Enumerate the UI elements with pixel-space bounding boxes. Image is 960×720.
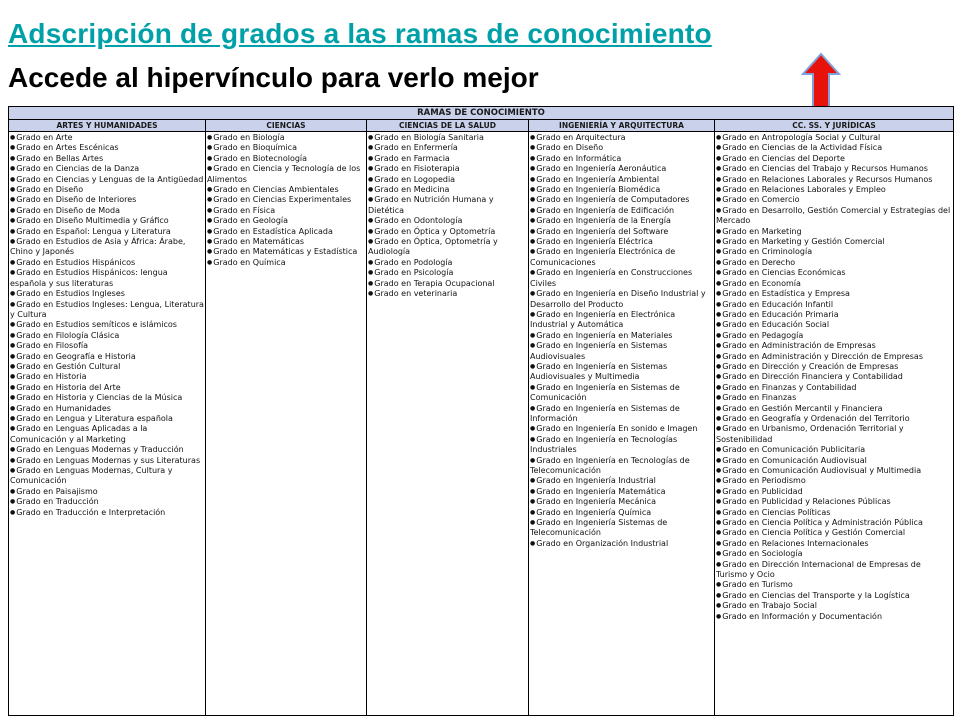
list-item: ● Grado en Lenguas Modernas y sus Literaturas (10, 456, 204, 466)
list-item: ● Grado en Ciencias de la Danza (10, 164, 204, 174)
list-item: ● Grado en Ciencias de la Actividad Física (716, 143, 952, 153)
list-item: ● Grado en Biología (207, 133, 365, 143)
list-item: ● Grado en Terapia Ocupacional (368, 279, 527, 289)
list-item: ● Grado en Geografía e Historia (10, 352, 204, 362)
list-item: ● Grado en Diseño (530, 143, 713, 153)
list-item: ● Grado en Ingeniería en Materiales (530, 331, 713, 341)
list-item: ● Grado en Ingeniería en Sistemas de Información (530, 404, 713, 425)
column-cc-ss-juridicas (715, 120, 953, 715)
list-item: ● Grado en Lenguas Aplicadas a la Comunicación y al Marketing (10, 424, 204, 445)
up-arrow-icon (801, 52, 841, 114)
list-item: ● Grado en Fisioterapia (368, 164, 527, 174)
list-item: ● Grado en Lengua y Literatura española (10, 414, 204, 424)
list-item: ● Grado en Nutrición Humana y Dietética (368, 195, 527, 216)
list-item: ● Grado en Traducción e Interpretación (10, 508, 204, 518)
list-item: ● Grado en Ciencias del Deporte (716, 154, 952, 164)
list-item: ● Grado en Ingeniería en Sistemas de Comunicación (530, 383, 713, 404)
list-item: ● Grado en Marketing y Gestión Comercial (716, 237, 952, 247)
list-item: ● Grado en Informática (530, 154, 713, 164)
list-item: ● Grado en Traducción (10, 497, 204, 507)
column-header: CIENCIAS DE LA SALUD (367, 120, 528, 132)
list-item: ● Grado en Publicidad y Relaciones Públicas (716, 497, 952, 507)
list-item: ● Grado en Ingeniería en Diseño Industrial y Desarrollo del Producto (530, 289, 713, 310)
list-item: ● Grado en Trabajo Social (716, 601, 952, 611)
list-item: ● Grado en Educación Infantil (716, 300, 952, 310)
list-item: ● Grado en Ingeniería en Electrónica Industrial y Automática (530, 310, 713, 331)
list-item: ● Grado en Física (207, 206, 365, 216)
list-item: ● Grado en Derecho (716, 258, 952, 268)
list-item: ● Grado en Ingeniería en Tecnologías Industriales (530, 435, 713, 456)
list-item: ● Grado en Ingeniería Mecánica (530, 497, 713, 507)
list-item: ● Grado en Diseño de Moda (10, 206, 204, 216)
list-item: ● Grado en Sociología (716, 549, 952, 559)
list-item: ● Grado en Ingeniería en Sistemas Audiovisuales y Multimedia (530, 362, 713, 383)
list-item: ● Grado en Ciencia Política y Administración Pública (716, 518, 952, 528)
list-item: ● Grado en Dirección y Creación de Empresas (716, 362, 952, 372)
list-item: ● Grado en Bioquímica (207, 143, 365, 153)
list-item: ● Grado en Diseño Multimedia y Gráfico (10, 216, 204, 226)
list-item: ● Grado en Logopedia (368, 175, 527, 185)
list-item: ● Grado en Gestión Mercantil y Financiera (716, 404, 952, 414)
list-item: ● Grado en Economía (716, 279, 952, 289)
list-item: ● Grado en Enfermería (368, 143, 527, 153)
list-item: ● Grado en Relaciones Laborales y Empleo (716, 185, 952, 195)
column-ingenieria-arquitectura (529, 120, 715, 715)
list-item: ● Grado en Odontología (368, 216, 527, 226)
list-item: ● Grado en Educación Primaria (716, 310, 952, 320)
degree-list (206, 132, 366, 268)
degree-list (9, 132, 205, 518)
degree-list (715, 132, 953, 622)
list-item: ● Grado en Relaciones Internacionales (716, 539, 952, 549)
list-item: ● Grado en Pedagogía (716, 331, 952, 341)
list-item: ● Grado en Finanzas (716, 393, 952, 403)
subtitle: Accede al hipervínculo para verlo mejor (8, 62, 539, 93)
list-item: ● Grado en Artes Escénicas (10, 143, 204, 153)
list-item: ● Grado en Humanidades (10, 404, 204, 414)
list-item: ● Grado en Ciencias Económicas (716, 268, 952, 278)
list-item: ● Grado en Historia y Ciencias de la Música (10, 393, 204, 403)
branches-table (8, 106, 954, 716)
list-item: ● Grado en Ciencias del Trabajo y Recursos Humanos (716, 164, 952, 174)
list-item: ● Grado en Farmacia (368, 154, 527, 164)
list-item: ● Grado en Óptica y Optometría (368, 227, 527, 237)
list-item: ● Grado en Ingeniería de Computadores (530, 195, 713, 205)
list-item: ● Grado en Estudios de Asia y África: Árabe, Chino y Japonés (10, 237, 204, 258)
list-item: ● Grado en Matemáticas (207, 237, 365, 247)
title-hyperlink[interactable]: Adscripción de grados a las ramas de conocimiento (8, 18, 712, 49)
list-item: ● Grado en Diseño de Interiores (10, 195, 204, 205)
list-item: ● Grado en Bellas Artes (10, 154, 204, 164)
list-item: ● Grado en Ciencias Ambientales (207, 185, 365, 195)
list-item: ● Grado en Finanzas y Contabilidad (716, 383, 952, 393)
list-item: ● Grado en Urbanismo, Ordenación Territorial y Sostenibilidad (716, 424, 952, 445)
list-item: ● Grado en Relaciones Laborales y Recursos Humanos (716, 175, 952, 185)
list-item: ● Grado en Ingeniería en Construcciones Civiles (530, 268, 713, 289)
column-artes-humanidades (9, 120, 206, 715)
list-item: ● Grado en Diseño (10, 185, 204, 195)
list-item: ● Grado en Historia (10, 372, 204, 382)
list-item: ● Grado en Ingeniería del Software (530, 227, 713, 237)
list-item: ● Grado en Biotecnología (207, 154, 365, 164)
list-item: ● Grado en Antropología Social y Cultural (716, 133, 952, 143)
list-item: ● Grado en Gestión Cultural (10, 362, 204, 372)
list-item: ● Grado en Medicina (368, 185, 527, 195)
list-item: ● Grado en Ingeniería de la Energía (530, 216, 713, 226)
degree-list (529, 132, 714, 549)
list-item: ● Grado en Óptica, Optometría y Audiología (368, 237, 527, 258)
list-item: ● Grado en Estudios semíticos e islámicos (10, 320, 204, 330)
list-item: ● Grado en Dirección Internacional de Empresas de Turismo y Ocio (716, 560, 952, 581)
list-item: ● Grado en Filosofía (10, 341, 204, 351)
list-item: ● Grado en Arquitectura (530, 133, 713, 143)
list-item: ● Grado en Lenguas Modernas, Cultura y Comunicación (10, 466, 204, 487)
list-item: ● Grado en Matemáticas y Estadística (207, 247, 365, 257)
list-item: ● Grado en Desarrollo, Gestión Comercial y Estrategias del Mercado (716, 206, 952, 227)
column-ciencias-salud (367, 120, 529, 715)
list-item: ● Grado en Ingeniería Eléctrica (530, 237, 713, 247)
list-item: ● Grado en Criminología (716, 247, 952, 257)
list-item: ● Grado en Administración y Dirección de Empresas (716, 352, 952, 362)
list-item: ● Grado en Historia del Arte (10, 383, 204, 393)
list-item: ● Grado en Educación Social (716, 320, 952, 330)
column-header: CC. SS. Y JURÍDICAS (715, 120, 953, 132)
table-columns (9, 120, 953, 715)
list-item: ● Grado en Psicología (368, 268, 527, 278)
list-item: ● Grado en Ciencia y Tecnología de los Alimentos (207, 164, 365, 185)
list-item: ● Grado en Ingeniería Ambiental (530, 175, 713, 185)
list-item: ● Grado en Estudios Hispánicos: lengua española y sus literaturas (10, 268, 204, 289)
list-item: ● Grado en Biología Sanitaria (368, 133, 527, 143)
list-item: ● Grado en Marketing (716, 227, 952, 237)
list-item: ● Grado en Paisajismo (10, 487, 204, 497)
column-header: ARTES Y HUMANIDADES (9, 120, 205, 132)
list-item: ● Grado en Ingeniería Sistemas de Telecomunicación (530, 518, 713, 539)
list-item: ● Grado en Ingeniería Industrial (530, 476, 713, 486)
list-item: ● Grado en Geografía y Ordenación del Territorio (716, 414, 952, 424)
list-item: ● Grado en Estadística y Empresa (716, 289, 952, 299)
list-item: ● Grado en Información y Documentación (716, 612, 952, 622)
list-item: ● Grado en Comercio (716, 195, 952, 205)
list-item: ● Grado en Ingeniería Biomédica (530, 185, 713, 195)
list-item: ● Grado en Turismo (716, 580, 952, 590)
list-item: ● Grado en Ingeniería Electrónica de Comunicaciones (530, 247, 713, 268)
degree-list (367, 132, 528, 300)
list-item: ● Grado en Ingeniería Aeronáutica (530, 164, 713, 174)
list-item: ● Grado en Organización Industrial (530, 539, 713, 549)
list-item: ● Grado en Publicidad (716, 487, 952, 497)
list-item: ● Grado en Ciencias del Transporte y la Logística (716, 591, 952, 601)
column-ciencias (206, 120, 367, 715)
list-item: ● Grado en Ingeniería Matemática (530, 487, 713, 497)
list-item: ● Grado en Ciencia Política y Gestión Comercial (716, 528, 952, 538)
list-item: ● Grado en Administración de Empresas (716, 341, 952, 351)
list-item: ● Grado en veterinaria (368, 289, 527, 299)
list-item: ● Grado en Dirección Financiera y Contabilidad (716, 372, 952, 382)
list-item: ● Grado en Estudios Ingleses (10, 289, 204, 299)
list-item: ● Grado en Ingeniería Química (530, 508, 713, 518)
list-item: ● Grado en Ingeniería en Tecnologías de Telecomunicación (530, 456, 713, 477)
list-item: ● Grado en Ingeniería de Edificación (530, 206, 713, 216)
list-item: ● Grado en Arte (10, 133, 204, 143)
list-item: ● Grado en Química (207, 258, 365, 268)
list-item: ● Grado en Geología (207, 216, 365, 226)
list-item: ● Grado en Ciencias y Lenguas de la Antigüedad (10, 175, 204, 185)
list-item: ● Grado en Ciencias Experimentales (207, 195, 365, 205)
list-item: ● Grado en Filología Clásica (10, 331, 204, 341)
list-item: ● Grado en Periodismo (716, 476, 952, 486)
list-item: ● Grado en Podología (368, 258, 527, 268)
list-item: ● Grado en Estudios Ingleses: Lengua, Literatura y Cultura (10, 300, 204, 321)
table-title: RAMAS DE CONOCIMIENTO (9, 107, 953, 120)
list-item: ● Grado en Comunicación Audiovisual y Multimedia (716, 466, 952, 476)
list-item: ● Grado en Comunicación Publicitaria (716, 445, 952, 455)
list-item: ● Grado en Ciencias Políticas (716, 508, 952, 518)
column-header: CIENCIAS (206, 120, 366, 132)
list-item: ● Grado en Estadística Aplicada (207, 227, 365, 237)
column-header: INGENIERÍA Y ARQUITECTURA (529, 120, 714, 132)
list-item: ● Grado en Español: Lengua y Literatura (10, 227, 204, 237)
list-item: ● Grado en Ingeniería en Sistemas Audiovisuales (530, 341, 713, 362)
list-item: ● Grado en Lenguas Modernas y Traducción (10, 445, 204, 455)
list-item: ● Grado en Ingeniería En sonido e Imagen (530, 424, 713, 434)
list-item: ● Grado en Estudios Hispánicos (10, 258, 204, 268)
list-item: ● Grado en Comunicación Audiovisual (716, 456, 952, 466)
